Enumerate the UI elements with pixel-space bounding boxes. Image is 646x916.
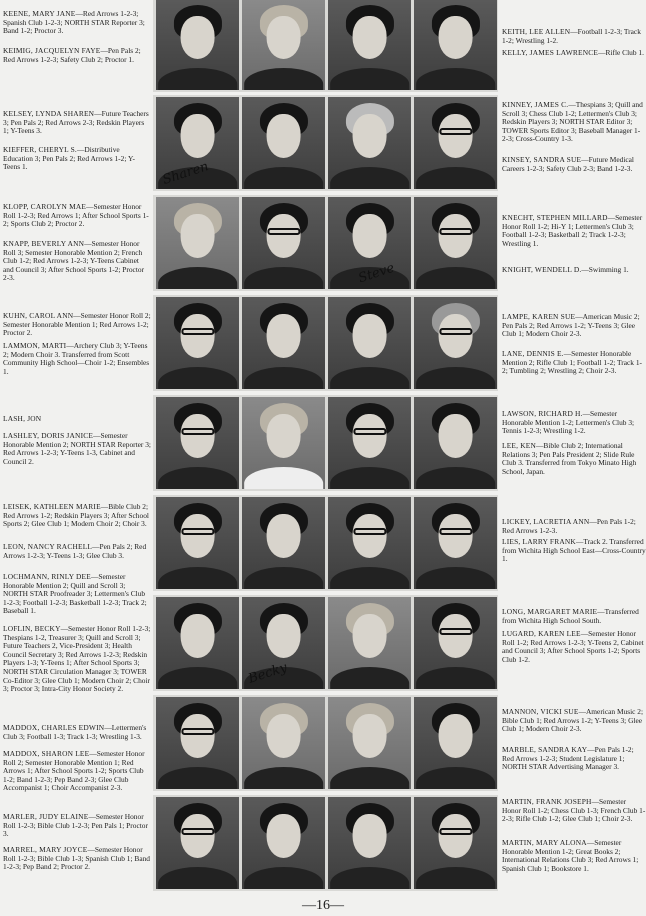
portrait [242, 297, 325, 389]
student-bio: LASHLEY, DORIS JANICE—Semester Honorable Mention 2; NORTH STAR Reporter 3; Red Arrows 1-2-3; Y-Teens 1-3, Cabinet and Council 2. [3, 431, 151, 466]
student-bio: KEITH, LEE ALLEN—Football 1-2-3; Track 1-2; Wrestling 1-2. [502, 28, 641, 45]
portrait [328, 697, 411, 789]
portrait [156, 97, 239, 189]
student-bio: LONG, MARGARET MARIE—Transferred from Wichita High School South. [502, 608, 639, 625]
student-bio: KLOPP, CAROLYN MAE—Semester Honor Roll 1-2-3; Red Arrows 1; After School Sports 1-2; Sports Club 2; Proctor 2. [3, 202, 149, 229]
student-bio: LAMPE, KAREN SUE—American Music 2; Pen Pals 2; Red Arrows 1-2; Y-Teens 3; Glee Club 1; Modern Choir 2-3. [502, 313, 640, 339]
portrait [328, 97, 411, 189]
portrait [156, 497, 239, 589]
student-bio: KINSEY, SANDRA SUE—Future Medical Careers 1-2-3; Safety Club 2-3; Band 1-2-3. [502, 156, 634, 173]
student-bio: KEENE, MARY JANE—Red Arrows 1-2-3; Spanish Club 1-2-3; NORTH STAR Reporter 3; Band 1-2; Proctor 3. [3, 9, 145, 36]
signature: Becky [246, 660, 290, 687]
portrait [156, 697, 239, 789]
portrait [328, 297, 411, 389]
student-bio: LEON, NANCY RACHELL—Pen Pals 2; Red Arrows 1-2-3; Y-Teens 1-3; Glee Club 3. [3, 542, 147, 560]
portrait [242, 397, 325, 489]
portrait [156, 0, 239, 90]
portrait [414, 197, 497, 289]
portrait [414, 297, 497, 389]
student-bio: KNAPP, BEVERLY ANN—Semester Honor Roll 3; Semester Honorable Mention 2; French Club 1-2; Red Arrows 1-2-3; Y-Teens Cabinet and Council 3; After School Sports 1-2; Proctor 2-3. [3, 239, 145, 283]
student-bio: LEISEK, KATHLEEN MARIE—Bible Club 2; Red Arrows 1-2; Redskin Players 3; After School Sports 2; Glee Club 1; Modern Choir 2; Choir 3. [3, 502, 149, 529]
portrait [156, 397, 239, 489]
portrait [328, 597, 411, 689]
student-bio: KELLY, JAMES LAWRENCE—Rifle Club 1. [502, 49, 644, 57]
portrait [414, 0, 497, 90]
page-number: —16— [302, 898, 344, 913]
portrait [156, 797, 239, 889]
student-bio: MARBLE, SANDRA KAY—Pen Pals 1-2; Red Arrows 1-2-3; Student Legislature 1; NORTH STAR Advertising Manager 3. [502, 746, 634, 772]
portrait [242, 97, 325, 189]
portrait [328, 797, 411, 889]
portrait [414, 397, 497, 489]
signature: Sharen [160, 159, 211, 188]
student-bio: KEIMIG, JACQUELYN FAYE—Pen Pals 2; Red Arrows 1-2-3; Safety Club 2; Proctor 1. [3, 46, 141, 64]
student-bio: LUGARD, KAREN LEE—Semester Honor Roll 1-2; Red Arrows 1-2-3; Y-Teens 2, Cabinet and Council 3; After School Sports 1-2; Sports Club 1-2. [502, 630, 644, 664]
student-bio: MANNON, VICKI SUE—American Music 2; Bible Club 1; Red Arrows 1-2; Y-Teens 3; Glee Club 1; Modern Choir 2-3. [502, 708, 644, 734]
student-bio: LOCHMANN, RINLY DEE—Semester Honorable Mention 2; Quill and Scroll 3; NORTH STAR Proofreader 3; Lettermen's Club 1-2-3; Football 1-2-3; Basketball 1-2-3; Track 2; Baseball 1. [3, 572, 147, 616]
student-bio: LICKEY, LACRETIA ANN—Pen Pals 1-2; Red Arrows 1-2-3. [502, 518, 636, 535]
student-bio: LEE, KEN—Bible Club 2; International Relations 3; Pen Pals President 2; Slide Rule Club 3. Transferred from Tokyo Minato High School, Japan. [502, 442, 637, 476]
student-bio: KUHN, CAROL ANN—Semester Honor Roll 2; Semester Honorable Mention 1; Red Arrows 1-2; Proctor 2. [3, 311, 151, 338]
student-bio: LASH, JON [3, 414, 42, 423]
student-bio: MARLER, JUDY ELAINE—Semester Honor Roll 1-2-3; Bible Club 1-2-3; Pen Pals 1; Proctor 3. [3, 812, 148, 839]
portrait [414, 97, 497, 189]
student-bio: MADDOX, SHARON LEE—Semester Honor Roll 2; Semester Honorable Mention 1; Red Arrows 1; After School Sports 1-2; Sports Club 1-2; Band 1-2-3; Pep Band 2-3; Glee Club Accompanist 1; Choir Accompanist 2-3. [3, 749, 145, 793]
portrait [328, 0, 411, 90]
student-bio: LAMMON, MARTI—Archery Club 3; Y-Teens 2; Modern Choir 3. Transferred from Scott Community High School—Choir 1-2; Ensembles 1. [3, 341, 150, 376]
student-bio: MARREL, MARY JOYCE—Semester Honor Roll 1-2-3; Bible Club 1-3; Spanish Club 1; Band 1-2-3; Pep Band 2; Proctor 2. [3, 845, 150, 872]
student-bio: MARTIN, MARY ALONA—Semester Honorable Mention 1-2; Great Books 2; International Relations Club 3; Red Arrows 1; Spanish Club 1; Bookstore 1. [502, 839, 639, 873]
student-bio: KIEFFER, CHERYL S.—Distributive Education 3; Pen Pals 2; Red Arrows 1-2; Y-Teens 1. [3, 145, 135, 172]
student-bio: KNECHT, STEPHEN MILLARD—Semester Honor Roll 1-2; Hi-Y 1; Lettermen's Club 3; Football 1-2-3; Basketball 2; Track 1-2-3; Wrestling 1. [502, 214, 643, 248]
student-bio: MARTIN, FRANK JOSEPH—Semester Honor Roll 1-2; Chess Club 1-3; French Club 1-2-3; Rifle Club 1-2; Glee Club 1; Choir 2-3. [502, 798, 646, 824]
signature: Steve [356, 260, 397, 287]
portrait [414, 497, 497, 589]
portrait [156, 197, 239, 289]
student-bio: LOFLIN, BECKY—Semester Honor Roll 1-2-3; Thespians 1-2, Treasurer 3; Quill and Scroll 3; Future Teachers 2, Vice-President 3; Health Council Secretary 3; Red Arrows 1-2-3; Redskin Players 1-3; Y-Teens 1; After School Sports 3; NORTH STAR Circulation Manager 3; TOWER Co-Editor 3; Glee Club 1; Modern Choir 2; Choir 3; Proctor 3; Intra-City Honor Society 2. [3, 624, 151, 694]
portrait [242, 197, 325, 289]
student-bio: LAWSON, RICHARD H.—Semester Honorable Mention 1-2; Lettermen's Club 3; Tennis 1-2-3; Wrestling 1-2. [502, 410, 635, 436]
portrait [242, 0, 325, 90]
student-bio: KINNEY, JAMES C.—Thespians 3; Quill and Scroll 3; Chess Club 1-2; Lettermen's Club 3; Redskin Players 3; NORTH STAR Editor 3; TOWER Sports Editor 3; Baseball Manager 1-2-3; Cross-Country 1-3. [502, 101, 643, 144]
student-bio: KNIGHT, WENDELL D.—Swimming 1. [502, 266, 629, 274]
student-bio: MADDOX, CHARLES EDWIN—Lettermen's Club 3; Football 1-3; Track 1-3; Wrestling 1-3. [3, 723, 147, 741]
portrait [156, 297, 239, 389]
portrait [242, 497, 325, 589]
portrait [414, 797, 497, 889]
portrait [328, 497, 411, 589]
portrait [414, 697, 497, 789]
portrait [242, 697, 325, 789]
portrait [328, 397, 411, 489]
portrait [242, 597, 325, 689]
portrait [156, 597, 239, 689]
portrait [242, 797, 325, 889]
student-bio: KELSEY, LYNDA SHAREN—Future Teachers 3; Pen Pals 2; Red Arrows 2-3; Redskin Players 1; Y-Teens 3. [3, 109, 149, 136]
student-bio: LANE, DENNIS E.—Semester Honorable Mention 2; Rifle Club 1; Football 1-2; Track 1-2; Tumbling 2; Wrestling 2; Choir 2-3. [502, 350, 643, 376]
portrait [414, 597, 497, 689]
portrait [328, 197, 411, 289]
student-bio: LIES, LARRY FRANK—Track 2. Transferred from Wichita High School East—Cross-Country 1. [502, 538, 646, 564]
